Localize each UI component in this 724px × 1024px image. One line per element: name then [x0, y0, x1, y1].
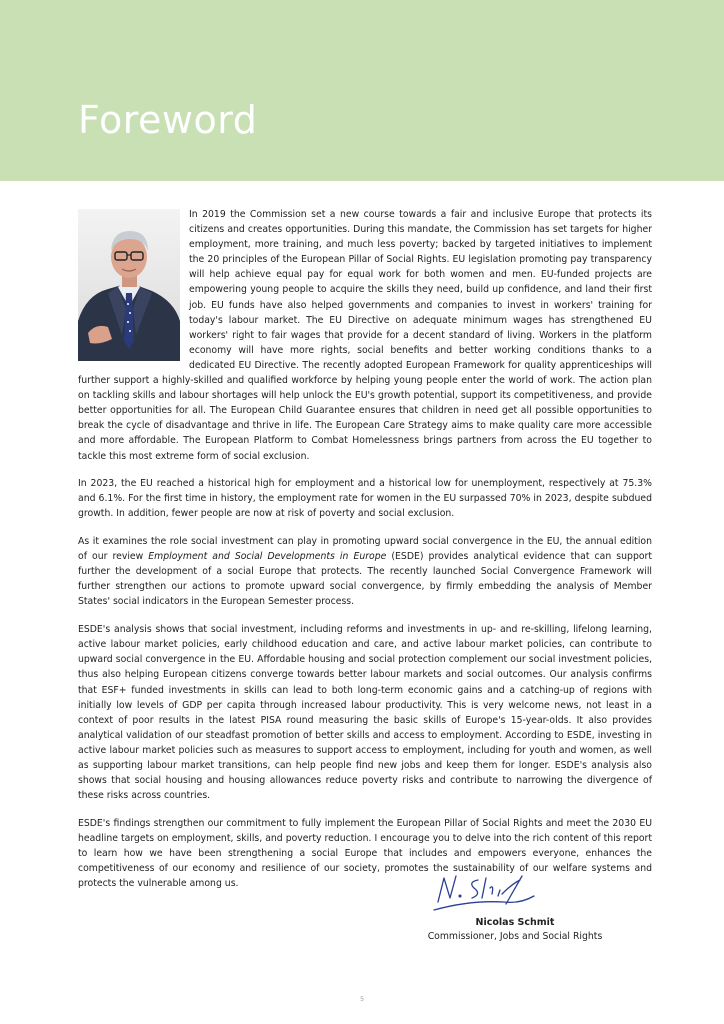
paragraph-3-text-a: As it examines the role social investment can play in promoting upward social convergence in the EU, the annual edition of our review: [78, 536, 652, 563]
person-portrait-icon: [78, 209, 180, 361]
paragraph-1: In 2019 the Commission set a new course towards a fair and inclusive Europe that protects its citizens and creates opportunities. During this mandate, the Commission has set targets for higher employment, more training, and much less poverty; backed by targeted initiatives to implement the 20 principles of the European Pillar of Social Rights. EU legislation promoting pay transparency will help achieve equal pay for equal work for both women and men. EU-funded projects are empowering young people to acquire the skills they need, build up confidence, and land their first job. EU funds have also helped governments and companies to invest in workers' training for today's labour market. The EU Directive on adequate minimum wages has strengthened EU workers' right to fair wages that provide for a decent standard of living. Workers in the platform economy will have more rights, social benefits and better working conditions thanks to a dedicated EU Directive. The recently adopted European Framework for quality apprenticeships will further support a highly-skilled and qualified workforce by helping young people enter the world of work. The action plan on tackling skills and labour shortages will help unlock the EU's growth potential, support its competitiveness, and provide better opportunities for all. The European Child Guarantee ensures that children in need get all possible opportunities to break the cycle of disadvantage and thrive in life. The European Care Strategy aims to make quality care more accessible and more affordable. The European Platform to Combat Homelessness brings partners from across the EU together to tackle this most extreme form of social exclusion.: [78, 209, 652, 462]
header-band: [0, 0, 724, 181]
publication-title: Employment and Social Developments in Europe: [148, 551, 387, 563]
signature: [430, 870, 542, 914]
page-title: Foreword: [78, 98, 258, 142]
foreword-body: [78, 207, 652, 904]
paragraph-2: In 2023, the EU reached a historical high for employment and a historical low for unemployment, respectively at 75.3% and 6.1%. For the first time in history, the employment rate for women in the EU surpassed 70% in 2023, despite subdued growth. In addition, fewer people are now at risk of poverty and social exclusion.: [78, 478, 652, 520]
paragraph-4: ESDE's analysis shows that social investment, including reforms and investments in up- and re-skilling, lifelong learning, active labour market policies, early childhood education and care, and active labour market policies, can contribute to upward social convergence in the EU. Affordable housing and social protection complement our social investment policies, thus also helping European citizens converge towards better labour markets and social outcomes. Our analysis confirms that ESF+ funded investments in skills can lead to both long-term economic gains and a catching-up of regions with initially low levels of GDP per capita through increased labour productivity. This is very welcome news, not least in a context of poor results in the latest PISA round measuring the basic skills of Europe's 15-year-olds. It also provides analytical validation of our steadfast promotion of better skills and access to employment. According to ESDE, investing in active labour market policies such as measures to support access to employment, including for youth and women, as well as supporting labour market transitions, can help people find new jobs and keep them for longer. ESDE's analysis also shows that social housing and housing allowances reduce poverty risks and contribute to narrowing the divergence of these risks across countries.: [78, 624, 652, 802]
signer-name: Nicolas Schmit: [475, 917, 555, 928]
signer-role: Commissioner, Jobs and Social Rights: [427, 931, 603, 942]
paragraph-3-text-b: (ESDE) provides analytical evidence that can support further the development of a social Europe that protects. The recently launched Social Convergence Framework will further strengthen our actions to promote upward social convergence, by firmly embedding the analysis of Member States' social indicators in the European Semester process.: [78, 551, 652, 608]
paragraph-5: ESDE's findings strengthen our commitment to fully implement the European Pillar of Social Rights and meet the 2030 EU headline targets on employment, skills, and poverty reduction. I encourage you to delve into the rich content of this report to learn how we have been strengthening a social Europe that includes and empowers everyone, enhances the competitiveness of our economy and resilience of our society, promotes the sustainability of our welfare systems and protects the vulnerable among us.: [78, 817, 652, 890]
paragraph-3: [78, 534, 652, 609]
page-number: 5: [360, 996, 364, 1003]
handwritten-signature-icon: [430, 870, 542, 914]
portrait-photo: [78, 209, 180, 361]
